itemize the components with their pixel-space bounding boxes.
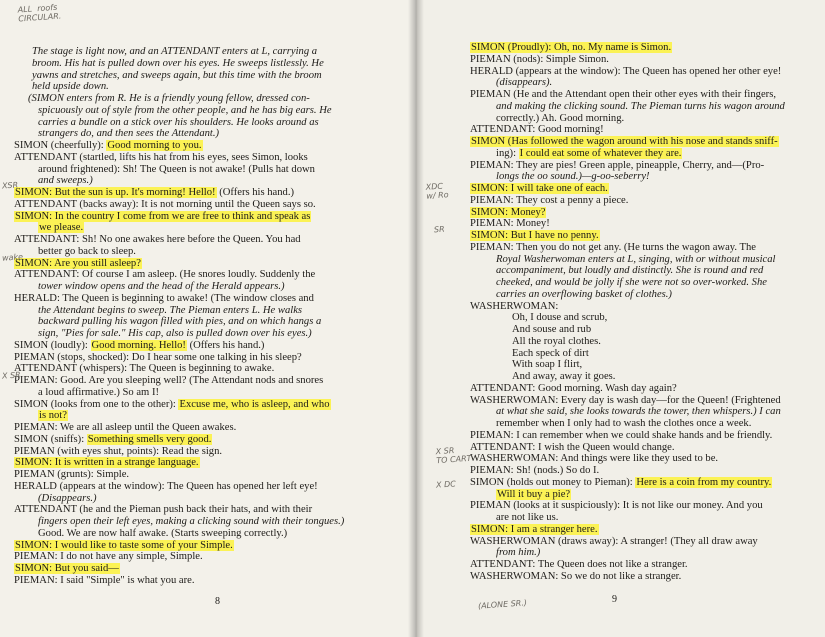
text-segment: WASHERWOMAN:	[470, 300, 559, 312]
handwritten-note-coin: X DC	[435, 479, 457, 490]
text-line	[38, 246, 136, 258]
text-line	[470, 230, 600, 242]
text-line	[14, 234, 301, 246]
text-line	[496, 277, 767, 289]
text-segment: around frightened): Sh! The Queen is not awake! (Pulls hat down	[38, 163, 315, 175]
text-line	[496, 547, 540, 559]
text-line	[470, 136, 779, 148]
text-line	[14, 375, 323, 387]
text-line	[470, 195, 628, 207]
text-segment: carries a bundle on a stick over his shoulders. He looks around as	[38, 116, 319, 128]
highlighted-text: Something smells very good.	[87, 433, 212, 445]
text-segment: PIEMAN (looks at it suspiciously): It is not like our money. And you	[470, 500, 763, 512]
handwritten-note-excuse: X SR	[1, 370, 21, 381]
text-segment: Oh, I douse and scrub,	[512, 312, 608, 324]
text-line	[38, 387, 159, 399]
text-segment: broom. His hat is pulled down over his eyes. He sweeps listlessly. He	[32, 57, 324, 69]
text-segment: a loud affirmative.) So am I!	[38, 386, 160, 398]
highlighted-text: SIMON: I will take one of each.	[471, 183, 608, 194]
highlighted-text: Excuse me, who is asleep, and who	[179, 398, 330, 410]
text-segment: ATTENDANT: Sh! No one awakes here before the Queen. You had	[14, 234, 301, 245]
text-line	[470, 477, 772, 489]
text-line	[496, 171, 650, 183]
text-segment: PIEMAN: They cost a penny a piece.	[470, 194, 629, 206]
highlighted-text: Will it buy a pie?	[497, 488, 571, 500]
text-line	[496, 289, 672, 301]
text-segment: tower window opens and the head of the Herald appears.)	[38, 281, 285, 292]
text-line	[14, 469, 129, 481]
text-line	[512, 348, 589, 360]
text-segment: With soap I flirt,	[512, 359, 583, 371]
text-line	[38, 410, 68, 422]
text-line	[14, 293, 314, 305]
text-line	[14, 422, 236, 434]
text-line	[470, 559, 688, 571]
text-line	[38, 175, 93, 187]
text-line	[38, 493, 97, 505]
text-line	[512, 312, 607, 324]
text-line	[38, 328, 312, 340]
text-segment: PIEMAN: Money!	[470, 218, 550, 230]
text-segment: remember when I only had to wash the clothes once a week.	[496, 418, 752, 429]
text-line	[470, 42, 672, 54]
text-segment: ATTENDANT (backs away): It is not morning until the Queen says so.	[14, 198, 316, 210]
text-segment: PIEMAN (nods): Simple Simon.	[470, 53, 609, 65]
handwritten-note-take: XDC w/ Ro	[425, 181, 449, 201]
text-line	[496, 113, 624, 125]
text-segment: cheeked, and would be jolly if she were not so over-worked. She	[496, 277, 767, 288]
text-segment: HERALD (appears at the window): The Queen has opened her other eye!	[470, 65, 782, 77]
highlighted-text: Here is a coin from my country.	[636, 476, 772, 488]
text-segment: The stage is light now, and an ATTENDANT enters at L, carrying a	[32, 46, 318, 57]
text-segment: PIEMAN: We are all asleep until the Queen awakes.	[14, 422, 237, 433]
text-segment: ATTENDANT (whispers): The Queen is beginning to awake.	[14, 363, 275, 375]
text-segment: strangers do, and then sees the Attendant.)	[38, 128, 220, 140]
text-line	[470, 218, 550, 230]
text-line	[32, 70, 322, 82]
highlighted-text: is not?	[39, 410, 67, 422]
text-line	[470, 395, 781, 407]
text-line	[14, 457, 200, 469]
text-line	[470, 183, 609, 195]
text-line	[470, 536, 758, 548]
text-segment: SIMON (cheerfully):	[14, 140, 107, 151]
highlighted-text: I could eat some of whatever they are.	[519, 147, 682, 159]
text-line	[470, 500, 763, 512]
text-segment: ATTENDANT (he and the Pieman push back their hats, and with their	[14, 504, 313, 516]
text-segment: And souse and rub	[512, 324, 592, 335]
text-segment: PIEMAN (He and the Attendant open their other eyes with their fingers,	[470, 89, 776, 100]
text-segment: from him.)	[496, 547, 541, 559]
text-line	[470, 242, 756, 254]
text-segment: accompaniment, but loudly and distinctly. She is round and red	[496, 265, 764, 277]
text-line	[470, 160, 764, 172]
text-line	[38, 281, 285, 293]
text-segment: longs the oo sound.)—g-oo-seberry!	[496, 171, 650, 183]
text-line	[470, 54, 609, 66]
highlighted-text: SIMON: But you said—	[15, 563, 119, 574]
text-segment: Royal Washerwoman enters at L, singing, with or without musical	[496, 253, 776, 265]
text-line	[14, 446, 222, 458]
text-segment: (Disappears.)	[38, 492, 97, 504]
text-segment: HERALD: The Queen is beginning to awake! (The window closes and	[14, 292, 314, 304]
text-line	[14, 563, 120, 575]
highlighted-text: SIMON: But the sun is up. It's morning! Hello!	[15, 187, 216, 198]
text-line	[512, 324, 591, 336]
text-segment: ing):	[496, 147, 519, 159]
text-segment: ATTENDANT: Good morning. Wash day again?	[470, 382, 677, 394]
text-segment: WASHERWOMAN: And things were like they used to be.	[470, 453, 719, 465]
text-line	[38, 105, 332, 117]
text-segment: PIEMAN: Sh! (nods.) So do I.	[470, 465, 600, 476]
text-line	[32, 81, 109, 93]
text-line	[14, 258, 142, 270]
text-line	[496, 148, 682, 160]
text-segment: PIEMAN: I do not have any simple, Simple.	[14, 551, 203, 563]
text-segment: PIEMAN: Good. Are you sleeping well? (The Attendant nods and snores	[14, 375, 324, 386]
text-line	[496, 418, 751, 430]
text-segment: PIEMAN (stops, shocked): Do I hear some one talking in his sleep?	[14, 351, 302, 363]
text-line	[14, 551, 203, 563]
text-segment: PIEMAN: They are pies! Green apple, pineapple, Cherry, and—(Pro-	[470, 159, 765, 171]
handwritten-note-bottom: (ALONE SR.)	[477, 598, 528, 611]
text-segment: carries an overflowing basket of clothes.)	[496, 288, 672, 300]
text-line	[470, 89, 776, 101]
text-line	[470, 442, 675, 454]
text-line	[38, 516, 344, 528]
text-segment: spicuously out of style from the other people, and he has big ears. He	[38, 104, 332, 116]
text-line	[470, 524, 599, 536]
text-line	[14, 363, 274, 375]
text-segment: HERALD (appears at the window): The Queen has opened her left eye!	[14, 480, 318, 492]
handwritten-note-penny: SR	[433, 224, 445, 235]
text-line	[38, 316, 321, 328]
text-segment: PIEMAN: I said "Simple" is what you are.	[14, 574, 195, 586]
handwritten-note-top: ALL roofs CIRCULAR.	[17, 2, 62, 24]
text-line	[28, 93, 310, 105]
text-line	[470, 571, 681, 583]
text-segment: ATTENDANT: The Queen does not like a stranger.	[470, 559, 688, 570]
text-segment: SIMON (holds out money to Pieman):	[470, 476, 636, 488]
text-segment: (SIMON enters from R. He is a friendly young fellow, dressed con-	[28, 93, 310, 104]
text-line	[14, 140, 203, 152]
text-segment: fingers open their left eyes, making a clicking sound with their tongues.)	[38, 516, 345, 527]
text-line	[14, 434, 212, 446]
text-line	[496, 265, 763, 277]
highlighted-text: SIMON: In the country I come from we are free to think and speak as	[15, 210, 311, 222]
text-segment: held upside down.	[32, 81, 109, 93]
page-number-right: 9	[612, 594, 617, 605]
text-segment: ATTENDANT (startled, lifts his hat from his eyes, sees Simon, looks	[14, 151, 308, 163]
text-line	[14, 199, 316, 211]
text-segment: WASHERWOMAN: So we do not like a stranger.	[470, 570, 682, 582]
text-line	[470, 301, 558, 313]
text-line	[38, 222, 84, 234]
highlighted-text: SIMON: But I have no penny.	[471, 230, 599, 241]
text-segment: SIMON (looks from one to the other):	[14, 398, 179, 410]
text-segment: backward pulling his wagon filled with pies, and on which hangs a	[38, 316, 322, 328]
text-segment: and sweeps.)	[38, 175, 93, 187]
text-line	[470, 453, 718, 465]
text-segment: sign, "Pies for sale." His cap, also is pulled down over his eyes.)	[38, 328, 312, 339]
text-line	[14, 399, 331, 411]
highlighted-text: Good morning. Hello!	[91, 339, 186, 351]
text-segment: Good. We are now half awake. (Starts sweeping correctly.)	[38, 527, 288, 539]
text-segment: WASHERWOMAN (draws away): A stranger! (They all draw away	[470, 535, 758, 547]
text-line	[32, 46, 317, 58]
text-line	[14, 340, 264, 352]
text-segment: ATTENDANT: I wish the Queen would change.	[470, 441, 675, 453]
text-line	[470, 430, 772, 442]
text-segment: PIEMAN: Then you do not get any. (He turns the wagon away. The	[470, 241, 756, 253]
text-segment: SIMON (sniffs):	[14, 433, 87, 445]
highlighted-text: we please.	[39, 222, 84, 234]
text-line	[32, 58, 324, 70]
text-line	[512, 359, 582, 371]
text-segment: Each speck of dirt	[512, 347, 589, 359]
text-line	[14, 352, 302, 364]
text-line	[38, 305, 302, 317]
text-segment: (Offers his hand.)	[216, 187, 295, 198]
text-line	[14, 575, 194, 587]
highlighted-text: SIMON (Has followed the wagon around with his nose and stands sniff-	[471, 136, 778, 147]
text-line	[14, 504, 312, 516]
text-segment: correctly.) Ah. Good morning.	[496, 112, 625, 124]
text-segment: PIEMAN (with eyes shut, points): Read the sign.	[14, 445, 223, 457]
text-line	[14, 152, 308, 164]
text-line	[496, 489, 571, 501]
text-line	[470, 465, 599, 477]
highlighted-text: SIMON: I am a stranger here.	[471, 523, 598, 535]
highlighted-text: SIMON (Proudly): Oh, no. My name is Simon.	[471, 42, 672, 53]
text-line	[512, 336, 601, 348]
highlighted-text: SIMON: It is written in a strange language.	[15, 457, 199, 469]
text-line	[496, 254, 775, 266]
text-segment: ATTENDANT: Of course I am asleep. (He snores loudly. Suddenly the	[14, 269, 316, 281]
text-segment: ATTENDANT: Good morning!	[470, 124, 604, 136]
text-segment: (Offers his hand.)	[186, 339, 265, 351]
book-gutter	[408, 0, 424, 637]
handwritten-note-remember: X SR TO CART	[435, 445, 472, 466]
text-line	[38, 128, 219, 140]
text-line	[512, 371, 615, 383]
text-line	[470, 207, 546, 219]
text-segment: better go back to sleep.	[38, 245, 136, 257]
text-segment: are not like us.	[496, 512, 559, 523]
text-line	[496, 101, 785, 113]
text-line	[14, 269, 315, 281]
text-line	[14, 187, 294, 199]
text-line	[14, 211, 311, 223]
text-segment: WASHERWOMAN: Every day is wash day—for the Queen! (Frightened	[470, 394, 781, 406]
text-segment: (disappears).	[496, 77, 553, 89]
highlighted-text: SIMON: Are you still asleep?	[15, 257, 141, 269]
handwritten-note-asleep: wake	[1, 252, 24, 263]
highlighted-text: SIMON: I would like to taste some of your Simple.	[15, 539, 233, 551]
text-line	[14, 481, 318, 493]
handwritten-note-sun: XSR	[1, 180, 19, 191]
text-line	[470, 124, 604, 136]
right-page	[416, 0, 825, 637]
page-number-left: 8	[215, 596, 220, 607]
highlighted-text: SIMON: Money?	[471, 206, 546, 218]
text-segment: SIMON (loudly):	[14, 339, 91, 351]
text-line	[470, 66, 781, 78]
text-line	[38, 164, 315, 176]
text-segment: yawns and stretches, and sweeps again, but this time with the broom	[32, 69, 322, 81]
text-segment: and making the clicking sound. The Pieman turns his wagon around	[496, 100, 785, 112]
text-segment: All the royal clothes.	[512, 335, 601, 347]
text-segment: PIEMAN (grunts): Simple.	[14, 469, 130, 480]
text-line	[496, 77, 552, 89]
highlighted-text: Good morning to you.	[107, 140, 202, 151]
text-segment: PIEMAN: I can remember when we could shake hands and be friendly.	[470, 429, 773, 441]
text-line	[38, 528, 287, 540]
text-line	[38, 117, 319, 129]
text-line	[14, 540, 234, 552]
text-segment: And away, away it goes.	[512, 371, 616, 382]
text-line	[496, 512, 558, 524]
text-line	[470, 383, 677, 395]
text-segment: at what she said, she looks towards the tower, then whispers.) I can	[496, 406, 781, 418]
text-segment: the Attendant begins to sweep. The Pieman enters L. He walks	[38, 304, 303, 316]
text-line	[496, 406, 781, 418]
